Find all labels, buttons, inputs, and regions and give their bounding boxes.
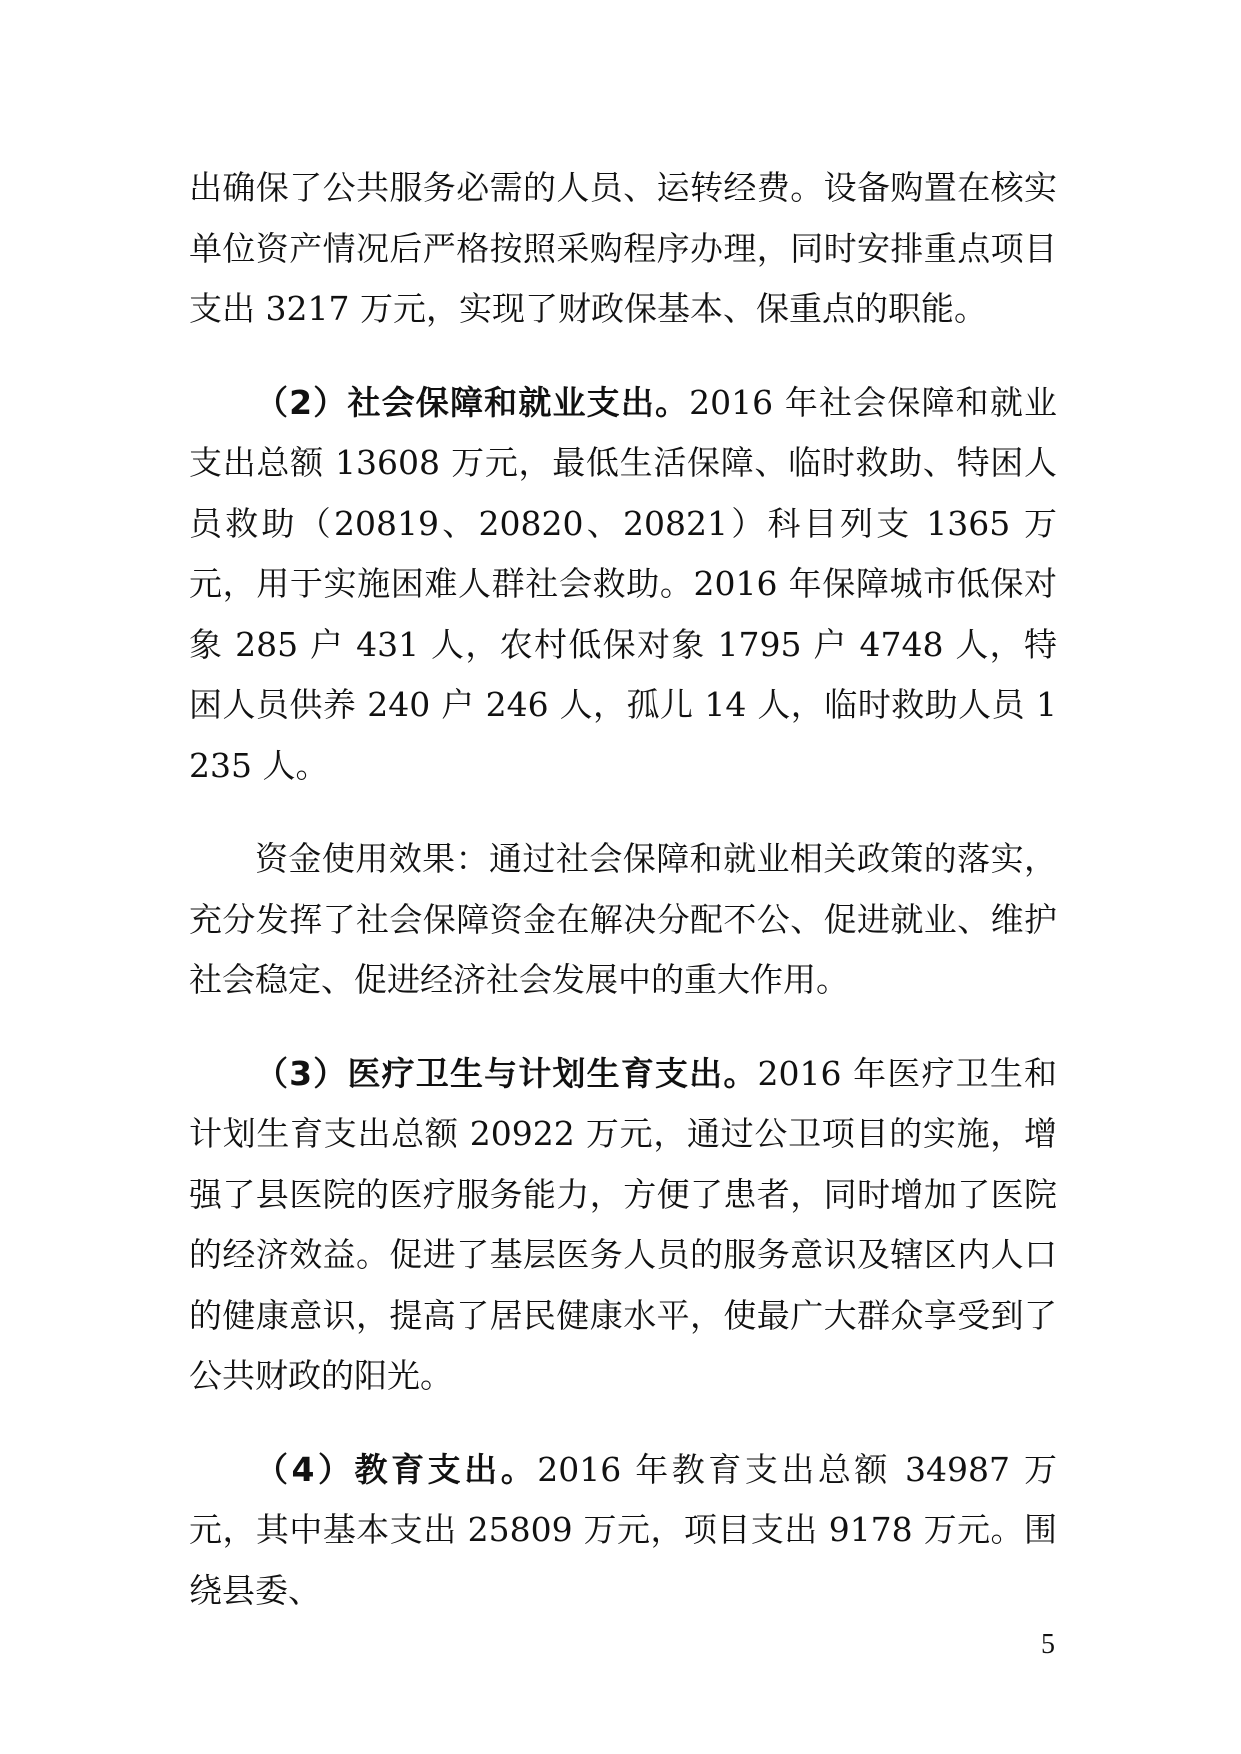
paragraph-1 bbox=[189, 158, 1057, 340]
section-heading-education: （4）教育支出。 bbox=[255, 1449, 538, 1489]
section-heading-healthcare: （3）医疗卫生与计划生育支出。 bbox=[255, 1053, 758, 1093]
paragraph-1-text: 出确保了公共服务必需的人员、运转经费。设备购置在核实单位资产情况后严格按照采购程序办理，同时安排重点项目支出 3217 万元，实现了财政保基本、保重点的职能。 bbox=[189, 168, 1057, 328]
paragraph-2-text: 2016 年社会保障和就业支出总额 13608 万元，最低生活保障、临时救助、特困人员救助（20819、20820、20821）科目列支 1365 万元，用于实施困难人群社会救助。2016 年保障城市低保对象 285 户 431 人，农村低保对象 1795 户 4748 人，特困人员供养 240 户 246 人，孤儿 14 人，临时救助人员 1235 人。 bbox=[189, 382, 1057, 785]
paragraph-5 bbox=[189, 1440, 1057, 1622]
paragraph-2 bbox=[189, 373, 1057, 797]
page-number: 5 bbox=[1041, 1629, 1055, 1660]
paragraph-5-text: 2016 年教育支出总额 34987 万元，其中基本支出 25809 万元，项目支出 9178 万元。围绕县委、 bbox=[189, 1449, 1057, 1610]
paragraph-3-text: 资金使用效果：通过社会保障和就业相关政策的落实，充分发挥了社会保障资金在解决分配不公、促进就业、维护社会稳定、促进经济社会发展中的重大作用。 bbox=[189, 839, 1057, 999]
paragraph-3 bbox=[189, 829, 1057, 1011]
document-body bbox=[189, 158, 1057, 1654]
paragraph-4 bbox=[189, 1044, 1057, 1407]
section-heading-social-security: （2）社会保障和就业支出。 bbox=[255, 382, 690, 422]
paragraph-4-text: 2016 年医疗卫生和计划生育支出总额 20922 万元，通过公卫项目的实施，增强了县医院的医疗服务能力，方便了患者，同时增加了医院的经济效益。促进了基层医务人员的服务意识及辖区内人口的健康意识，提高了居民健康水平，使最广大群众享受到了公共财政的阳光。 bbox=[189, 1053, 1057, 1395]
